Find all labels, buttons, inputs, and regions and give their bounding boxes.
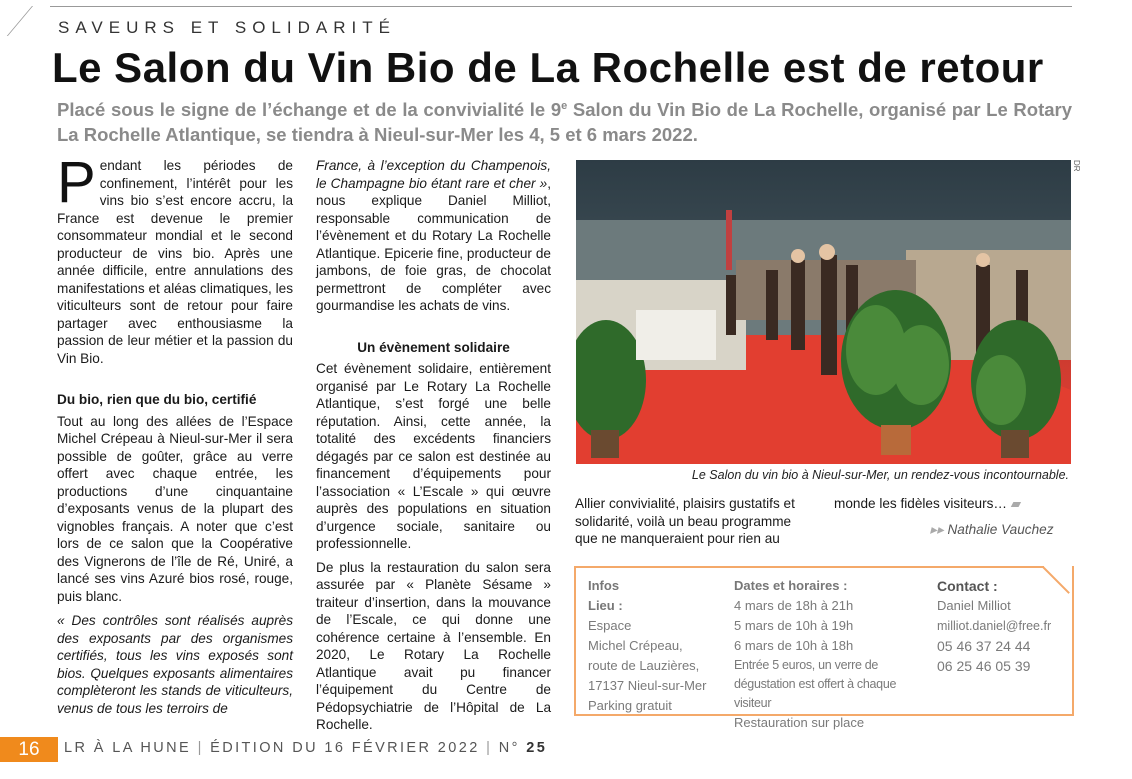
- paragraph-allees: Tout au long des allées de l’Espace Michel Crépeau à Nieul-sur-Mer il sera possible de goûter, grâce au verre offert avec chaque entrée, les productions d’une cinquantaine d’exposants venus de la plupart des vignobles français. A noter que c’est lors de ce salon que la Coopérative des Vignerons de l’île de Ré, Uniré, a lancé ses vins Azuré bios rosé, rouge, puis blanc.: [57, 413, 293, 604]
- publication-name: LR À LA HUNE: [64, 740, 192, 756]
- subhead-bio: Du bio, rien que du bio, certifié: [57, 392, 257, 407]
- contact-phone: 05 46 37 24 44: [937, 638, 1031, 654]
- dates-line: Restauration sur place: [734, 715, 865, 730]
- contact-line: Daniel Milliot: [937, 598, 1011, 613]
- paragraph-restauration: De plus la restauration du salon sera assurée par « Planète Sésame » traiteur d’insertion, dans la mouvance de l’Escale, ce qui donne une cohérence certaine à l’ensemble. En 2020, Le Rotary La Rochelle Atlantique avait pu financer l’équipement du Centre de Pédopsychiatrie de l’Hôpital de La Rochelle.: [316, 559, 551, 732]
- contact-email[interactable]: milliot.daniel@free.fr: [937, 619, 1052, 633]
- byline-arrow-icon: ▸▸: [930, 522, 944, 537]
- lieu-label: Lieu :: [588, 598, 623, 613]
- quote-continued-paragraph: [316, 157, 551, 315]
- column-4-text: [834, 495, 1070, 513]
- page-number: 16: [0, 737, 58, 762]
- quote-continued: France, à l’exception du Champenois, le Champagne bio étant rare et cher »: [316, 158, 551, 191]
- author-byline: [930, 522, 1054, 538]
- dates-line: 4 mars de 18h à 21h: [734, 598, 854, 613]
- salon-photo: [576, 160, 1071, 464]
- dates-line: 5 mars de 10h à 19h: [734, 618, 854, 633]
- dates-line: 6 mars de 10h à 18h: [734, 638, 854, 653]
- intro-paragraph: [57, 150, 293, 367]
- lieu-line: 17137 Nieul-sur-Mer: [588, 678, 707, 693]
- lieu-line: Espace: [588, 618, 632, 633]
- article-title: Le Salon du Vin Bio de La Rochelle est de retour: [52, 44, 1044, 91]
- column-1: [57, 150, 293, 717]
- contact-phone: 06 25 46 05 39: [937, 658, 1031, 674]
- section-rubric: SAVEURS ET SOLIDARITÉ: [58, 18, 396, 37]
- info-box-top-border: [574, 566, 1044, 568]
- footer-separator: |: [197, 740, 204, 756]
- column-3-text: Allier convivialité, plaisirs gustatifs et solidarité, voilà un beau programme que ne manqueraient pour rien au: [575, 496, 795, 546]
- issue-label: N°: [498, 740, 520, 756]
- lieu-line: Parking gratuit: [588, 698, 672, 713]
- photo-credit: DR: [1072, 160, 1081, 172]
- intro-text: endant les périodes de confinement, l’intérêt pour les vins bio s’est encore accru, la France est devenue le premier consommateur mondial et le second producteur de vins bio. Après une année difficile, entre annulations des manifestations et aléas climatiques, les viticulteurs sont de retour pour faire partager avec enthousiasme la passion de leur métier et la passion du Vin Bio.: [57, 158, 293, 366]
- contact-label: Contact :: [937, 578, 998, 594]
- lead-part2: Salon du Vin Bio de La Rochelle, organisé par Le Rotary La Rochelle Atlantique, se tiendra à Nieul-sur-Mer les 4, 5 et 6 mars 2022.: [57, 99, 1073, 146]
- salon-photo-illustration: [576, 160, 1071, 464]
- lead-sup: e: [561, 100, 568, 112]
- author-name: Nathalie Vauchez: [947, 522, 1054, 537]
- lead-part1: Placé sous le signe de l’échange et de la convivialité le 9: [57, 99, 562, 121]
- subhead-solidaire: Un évènement solidaire: [357, 339, 510, 355]
- issue-number: 25: [526, 740, 548, 756]
- end-mark-icon: ▰: [1010, 496, 1022, 511]
- dates-line: Entrée 5 euros, un verre de dégustation est offert à chaque visiteur: [734, 658, 897, 710]
- edition-date: ÉDITION DU 16 FÉVRIER 2022: [210, 740, 480, 756]
- lieu-line: Michel Crépeau,: [588, 638, 683, 653]
- closing-text: monde les fidèles visiteurs…: [834, 496, 1008, 511]
- photo-caption: Le Salon du vin bio à Nieul-sur-Mer, un rendez-vous incontournable.: [691, 468, 1069, 482]
- footer-separator: |: [486, 740, 493, 756]
- info-dates-block: [734, 576, 929, 733]
- lieu-line: route de Lauzières,: [588, 658, 700, 673]
- column-2: [316, 157, 551, 734]
- footer-publication-line: [64, 740, 547, 756]
- quote-paragraph: « Des contrôles sont réalisés auprès des exposants par des organismes certifiés, tous les vins exposés sont bios. Quelques exposants alimentaires complèteront les stands de viticulteurs, venus de tous les terroirs de: [57, 613, 293, 716]
- dates-label: Dates et horaires :: [734, 578, 848, 593]
- info-contact-block: [937, 576, 1067, 676]
- article-lead: [57, 94, 1072, 147]
- para1-rest: , nous explique Daniel Milliot, responsable communication de l’évènement et du Rotary La Rochelle Atlantique. Epicerie fine, producteur de jambons, de foie gras, de chocolat permettront de compléter avec gourmandise les achats de vins.: [316, 175, 551, 313]
- info-lieu-block: [588, 576, 728, 716]
- infos-label: Infos: [588, 578, 620, 593]
- top-rule: [50, 6, 1072, 7]
- dropcap: P: [57, 150, 96, 215]
- paragraph-solidaire: Cet évènement solidaire, entièrement organisé par Le Rotary La Rochelle Atlantique, s’est forgé une belle réputation. Ainsi, cette année, la totalité des excédents financiers dégagés par ce salon est destinée au financement d’équipements pour l’association « L’Escale » qui œuvre auprès des populations en situation d’urgence sociale, sanitaire ou professionnelle.: [316, 361, 551, 551]
- top-rule-slash: [7, 6, 33, 36]
